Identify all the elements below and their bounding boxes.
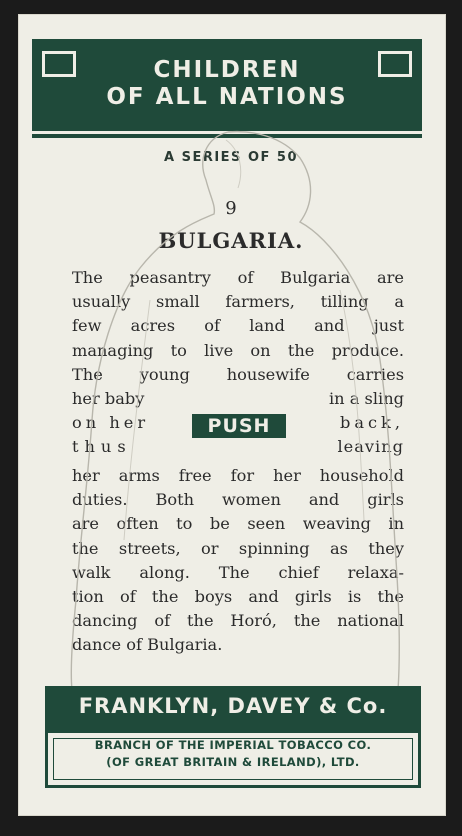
text-fragment-left: on her	[72, 413, 150, 433]
publisher-name: FRANKLYN, DAVEY & Co.	[78, 694, 388, 718]
text-line: are often to be seen weaving in	[72, 514, 404, 534]
text-fragment-right: in a sling	[329, 389, 404, 408]
publisher-branch-box	[45, 730, 421, 788]
text-line: managing to live on the produce.	[72, 340, 404, 360]
series-title-line2: OF ALL NATIONS	[106, 84, 348, 110]
text-line: the streets, or spinning as they	[72, 538, 404, 558]
push-button[interactable]: PUSH	[192, 414, 286, 438]
text-line: dance of Bulgaria.	[72, 635, 223, 655]
series-count: A SERIES OF 50	[164, 150, 298, 165]
text-line: her arms free for her household	[72, 466, 404, 485]
text-line: tion of the boys and girls is the	[72, 587, 404, 607]
text-line: few acres of land and just	[72, 316, 404, 336]
branch-line2: (OF GREAT BRITAIN & IRELAND), LTD.	[106, 755, 360, 769]
text-line: The peasantry of Bulgaria are	[72, 268, 404, 287]
text-fragment-right: leaving	[337, 437, 404, 457]
text-fragment-right: back,	[339, 413, 404, 433]
card-title: BULGARIA.	[158, 228, 304, 253]
text-fragment-left: thus	[72, 437, 132, 457]
text-line: usually small farmers, tilling a	[72, 292, 404, 312]
series-title-line1: CHILDREN	[153, 57, 301, 83]
publisher-banner	[45, 686, 421, 730]
text-line: The young housewife carries	[72, 364, 404, 384]
text-fragment-left: her baby	[72, 389, 145, 408]
card-number: 9	[225, 198, 237, 219]
text-line: walk along. The chief relaxa-	[72, 562, 404, 582]
branch-line1: BRANCH OF THE IMPERIAL TOBACCO CO.	[94, 738, 372, 752]
text-line: dancing of the Horó, the national	[72, 611, 404, 631]
text-line: duties. Both women and girls	[72, 490, 404, 510]
